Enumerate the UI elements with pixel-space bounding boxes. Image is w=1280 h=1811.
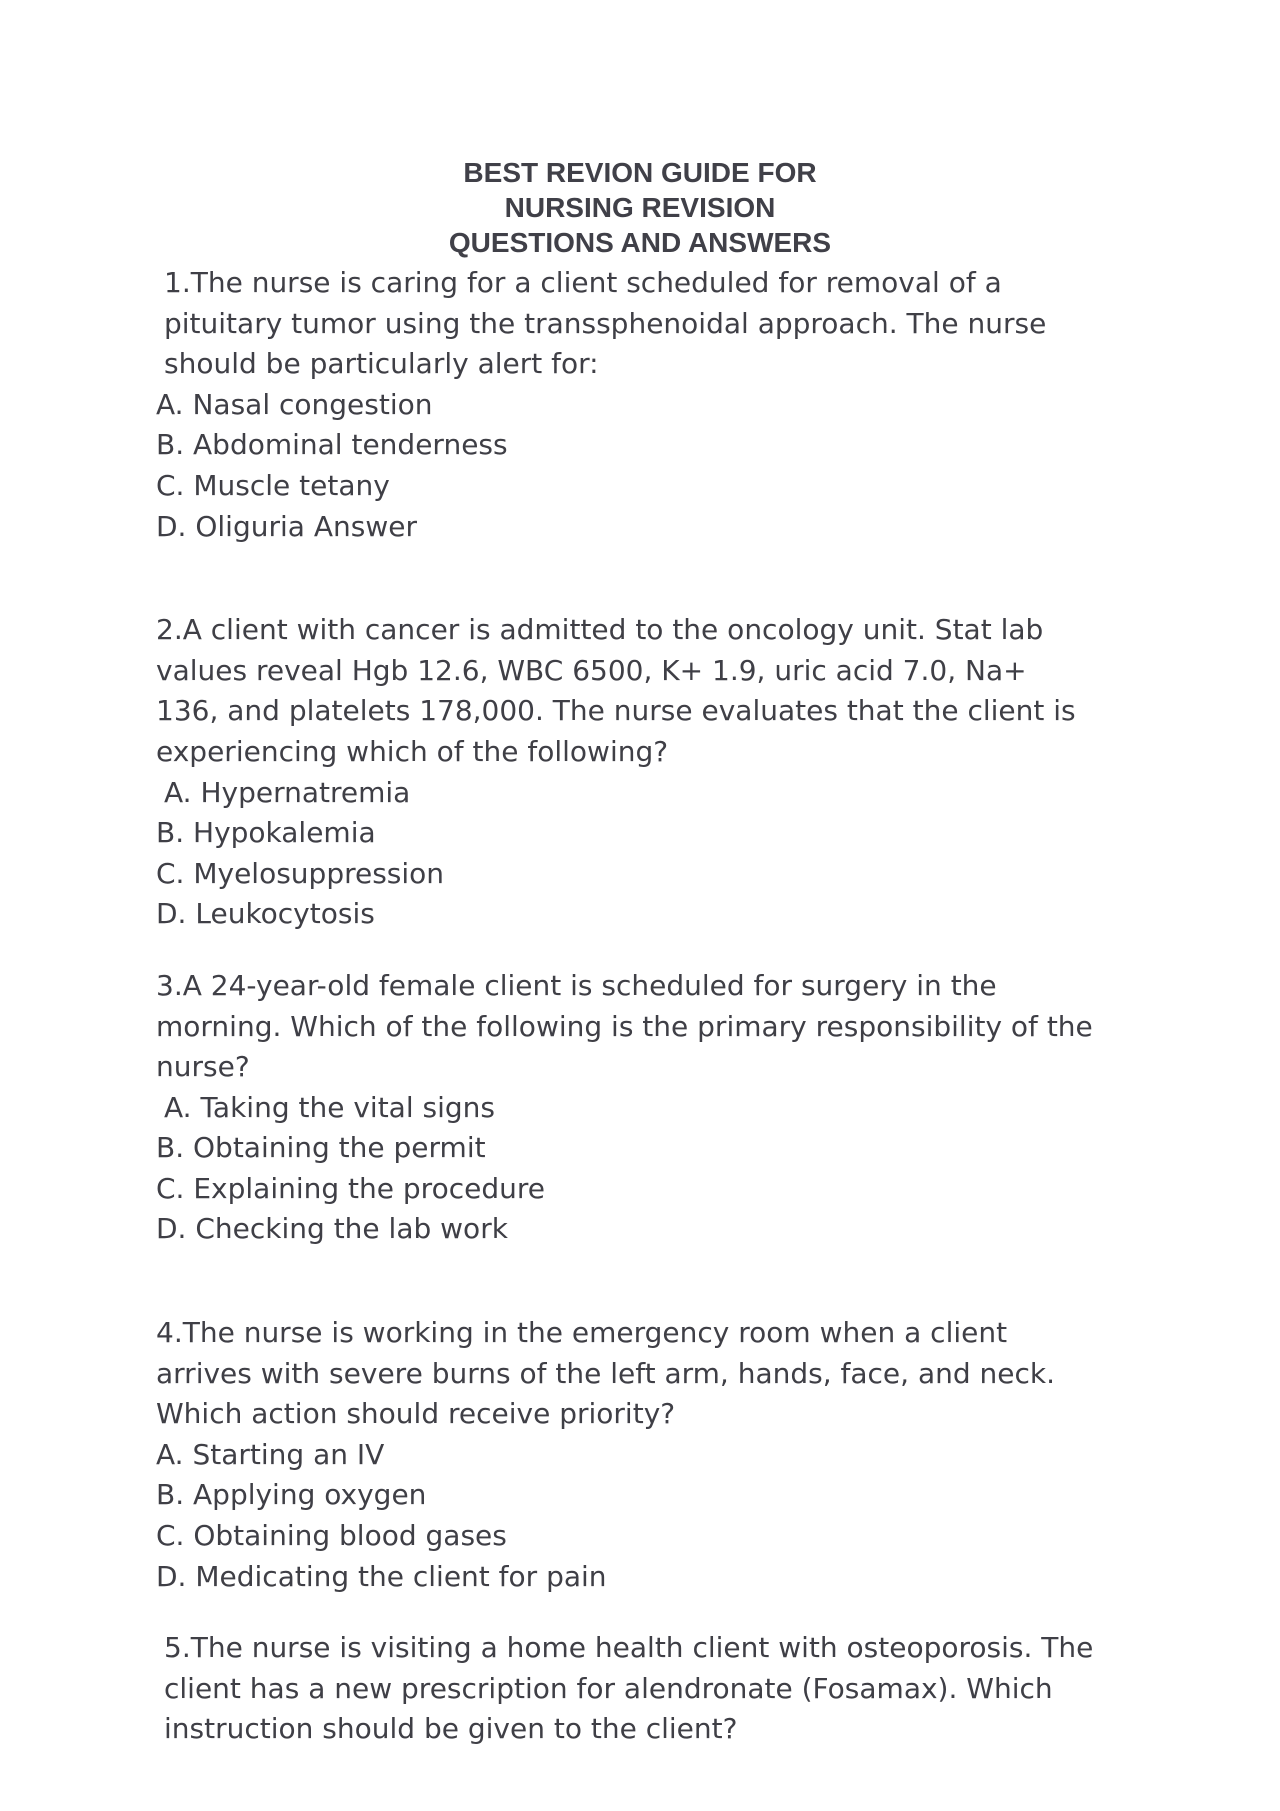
title-line-2: NURSING REVISION [504,192,776,223]
question-5 [156,1628,1096,1750]
option-d: D. Leukocytosis [156,897,375,931]
option-a: A. Hypernatremia [164,775,411,809]
questions-list [156,263,1096,1750]
option-b: B. Abdominal tenderness [156,428,508,462]
option-b: B. Obtaining the permit [156,1131,486,1165]
option-a: A. Nasal congestion [156,387,433,421]
question-4 [156,1313,1096,1597]
option-b: B. Hypokalemia [156,816,376,850]
option-d: D. Checking the lab work [156,1212,508,1246]
option-c: C. Obtaining blood gases [156,1519,507,1553]
question-text: 4.The nurse is working in the emergency room when a client arrives with severe burns of the left arm, hands, face, and neck. Which action should receive priority? [156,1316,1056,1431]
spacer [156,1250,1096,1313]
option-c: C. Explaining the procedure [156,1171,545,1205]
question-text: 2.A client with cancer is admitted to the oncology unit. Stat lab values reveal Hgb 12.6, WBC 6500, K+ 1.9, uric acid 7.0, Na+ 136, and platelets 178,000. The nurse evaluates that the client is experiencing which of the following? [156,613,1076,768]
question-text: 5.The nurse is visiting a home health client with osteoporosis. The client has a new prescription for alendronate (Fosamax). Which instruction should be given to the client? [164,1631,1094,1746]
option-d: D. Oliguria Answer [156,509,417,543]
option-a: A. Starting an IV [156,1437,385,1471]
spacer [156,547,1096,610]
title-line-3: QUESTIONS AND ANSWERS [448,227,832,258]
question-2 [156,610,1096,935]
option-b: B. Applying oxygen [156,1478,427,1512]
question-3 [156,966,1096,1250]
question-text: 1.The nurse is caring for a client scheduled for removal of a pituitary tumor using the transsphenoidal approach. The nurse should be particularly alert for: [164,266,1047,381]
spacer [156,1597,1096,1628]
option-a: A. Taking the vital signs [164,1090,495,1124]
title-line-1: BEST REVION GUIDE FOR [463,157,817,188]
document-title [0,155,1280,260]
option-c: C. Myelosuppression [156,856,445,890]
option-d: D. Medicating the client for pain [156,1559,607,1593]
question-1 [156,263,1096,547]
question-text: 3.A 24-year-old female client is scheduled for surgery in the morning. Which of the following is the primary responsibility of the nurse? [156,968,1093,1084]
option-c: C. Muscle tetany [156,468,390,502]
spacer [156,935,1096,966]
